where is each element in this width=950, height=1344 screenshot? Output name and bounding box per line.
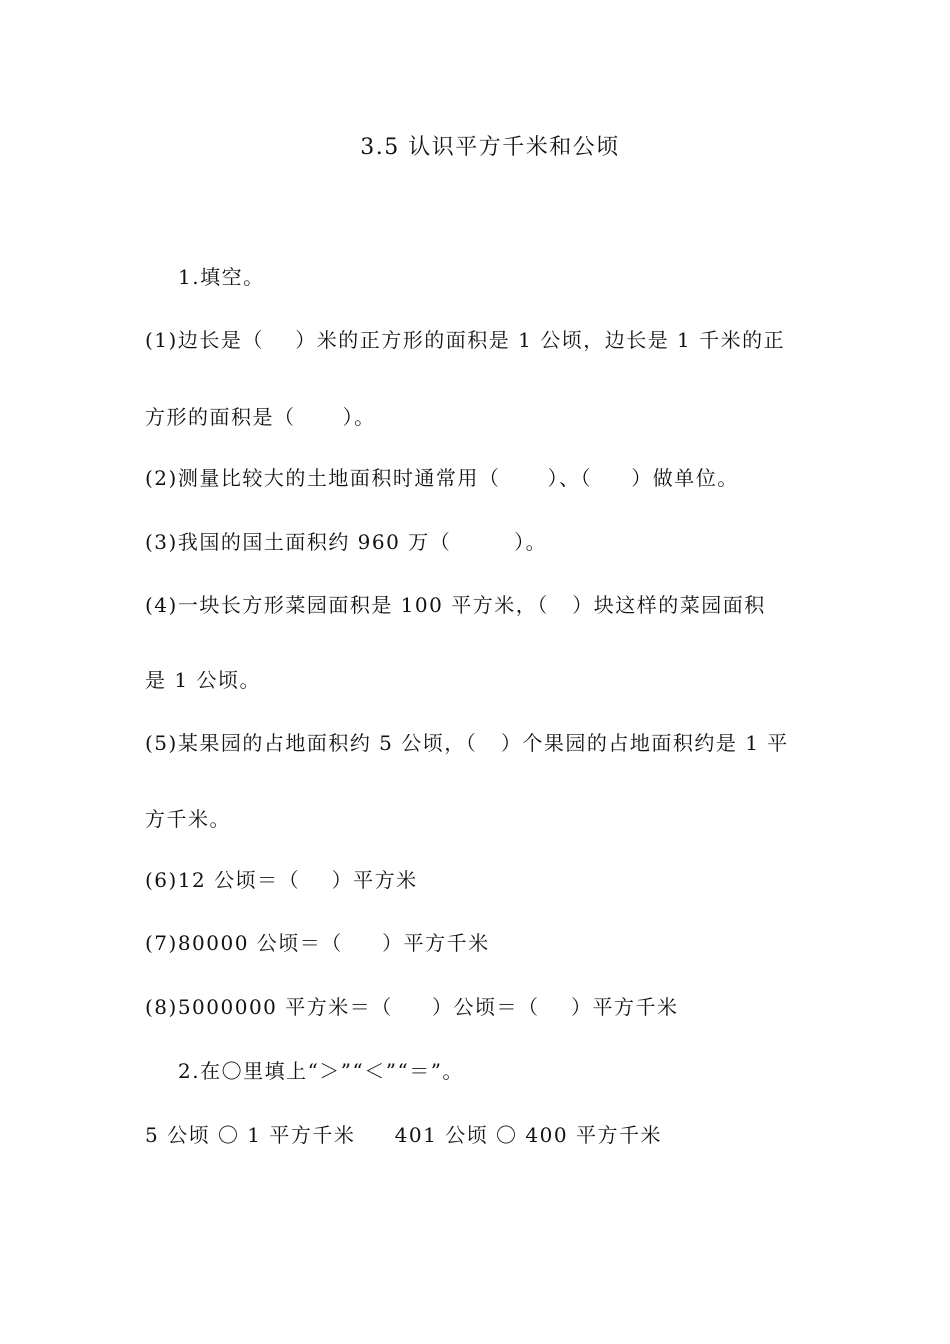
question-4-line-1: (4)一块长方形菜园面积是 100 平方米，（ ）块这样的菜园面积 xyxy=(145,593,766,617)
question-4-line-2: 是 1 公顷。 xyxy=(145,668,261,692)
question-7: (7)80000 公顷＝（ ）平方千米 xyxy=(145,931,490,955)
question-1-line-2: 方形的面积是（ ）。 xyxy=(145,405,376,429)
comparison-row: 5 公顷 〇 1 平方千米 401 公顷 〇 400 平方千米 xyxy=(145,1123,662,1147)
question-5-line-2: 方千米。 xyxy=(145,807,231,831)
question-2: (2)测量比较大的土地面积时通常用（ ）、（ ）做单位。 xyxy=(145,466,739,490)
section-1-heading: 1.填空。 xyxy=(178,265,265,289)
question-6: (6)12 公顷＝（ ）平方米 xyxy=(145,868,418,892)
page-title: 3.5 认识平方千米和公顷 xyxy=(360,135,620,160)
question-1-line-1: (1)边长是（ ）米的正方形的面积是 1 公顷，边长是 1 千米的正 xyxy=(145,328,786,352)
section-2-heading: 2.在〇里填上“＞”“＜”“＝”。 xyxy=(178,1059,464,1083)
question-3: (3)我国的国土面积约 960 万（ ）。 xyxy=(145,530,548,554)
question-8: (8)5000000 平方米＝（ ）公顷＝（ ）平方千米 xyxy=(145,995,679,1019)
question-5-line-1: (5)某果园的占地面积约 5 公顷，（ ）个果园的占地面积约是 1 平 xyxy=(145,731,789,755)
